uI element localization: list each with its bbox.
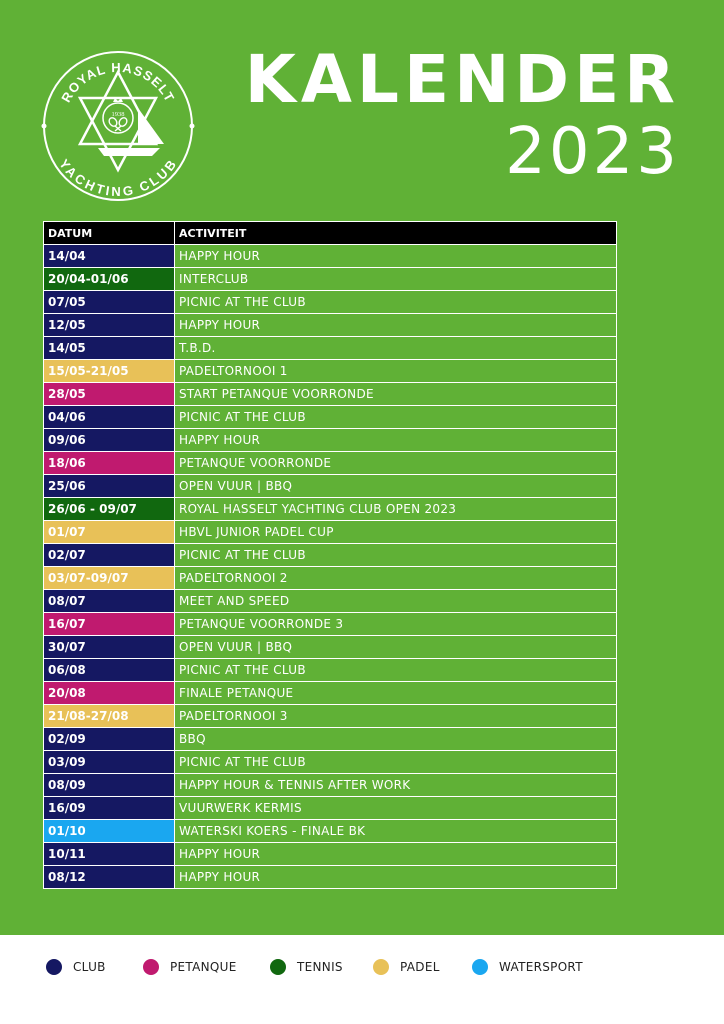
legend-item-padel [373,958,440,976]
row-activity: START PETANQUE VOORRONDE [175,383,617,406]
legend-label: PETANQUE [170,960,237,974]
table-row [44,843,617,866]
page-title: KALENDER [244,41,680,118]
table-row [44,751,617,774]
row-date-club: 14/05 [44,337,175,360]
calendar-table [43,221,617,889]
row-activity: PADELTORNOOI 3 [175,705,617,728]
row-date-petanque: 18/06 [44,452,175,475]
row-activity: VUURWERK KERMIS [175,797,617,820]
row-date-club: 30/07 [44,636,175,659]
row-activity: HAPPY HOUR [175,429,617,452]
table-row [44,567,617,590]
row-date-tennis: 26/06 - 09/07 [44,498,175,521]
row-date-club: 25/06 [44,475,175,498]
legend-item-club [46,958,106,976]
row-activity: HAPPY HOUR [175,245,617,268]
row-date-club: 10/11 [44,843,175,866]
row-activity: PICNIC AT THE CLUB [175,751,617,774]
row-activity: OPEN VUUR | BBQ [175,475,617,498]
legend-dot-icon [472,959,488,975]
column-header-date: DATUM [44,222,175,245]
table-row [44,659,617,682]
table-row [44,774,617,797]
row-activity: WATERSKI KOERS - FINALE BK [175,820,617,843]
table-row [44,544,617,567]
legend-dot-icon [373,959,389,975]
table-row [44,866,617,889]
column-header-activity: ACTIVITEIT [175,222,617,245]
row-date-club: 08/12 [44,866,175,889]
row-activity: OPEN VUUR | BBQ [175,636,617,659]
row-activity: ROYAL HASSELT YACHTING CLUB OPEN 2023 [175,498,617,521]
row-activity: T.B.D. [175,337,617,360]
table-row [44,820,617,843]
row-activity: PETANQUE VOORRONDE 3 [175,613,617,636]
table-row [44,452,617,475]
row-activity: HAPPY HOUR [175,866,617,889]
table-row [44,360,617,383]
table-row [44,475,617,498]
row-activity: PICNIC AT THE CLUB [175,544,617,567]
calendar-body [44,245,617,889]
crossed-rackets-icon [108,116,129,131]
row-date-club: 04/06 [44,406,175,429]
table-row [44,337,617,360]
row-activity: PETANQUE VOORRONDE [175,452,617,475]
table-row [44,613,617,636]
legend-item-tennis [270,958,343,976]
row-date-petanque: 20/08 [44,682,175,705]
legend-label: PADEL [400,960,440,974]
row-date-club: 06/08 [44,659,175,682]
legend-label: TENNIS [297,960,343,974]
row-activity: PICNIC AT THE CLUB [175,659,617,682]
boat-hull-icon [98,148,160,156]
row-activity: BBQ [175,728,617,751]
row-activity: PICNIC AT THE CLUB [175,406,617,429]
row-date-club: 02/07 [44,544,175,567]
row-date-tennis: 20/04-01/06 [44,268,175,291]
table-row [44,406,617,429]
table-row [44,705,617,728]
row-date-club: 14/04 [44,245,175,268]
sail-icon [138,108,164,144]
row-date-petanque: 16/07 [44,613,175,636]
table-row [44,314,617,337]
row-date-petanque: 28/05 [44,383,175,406]
logo-top-text: ROYAL HASSELT [58,59,178,105]
row-date-padel: 15/05-21/05 [44,360,175,383]
row-date-padel: 21/08-27/08 [44,705,175,728]
legend-label: WATERSPORT [499,960,583,974]
legend-item-watersport [472,958,583,976]
row-date-club: 08/09 [44,774,175,797]
row-date-padel: 01/07 [44,521,175,544]
row-activity: PADELTORNOOI 1 [175,360,617,383]
row-date-club: 07/05 [44,291,175,314]
legend-dot-icon [270,959,286,975]
row-activity: HAPPY HOUR [175,314,617,337]
row-date-club: 12/05 [44,314,175,337]
row-activity: PADELTORNOOI 2 [175,567,617,590]
row-activity: HAPPY HOUR [175,843,617,866]
table-row [44,429,617,452]
table-row [44,521,617,544]
legend-dot-icon [143,959,159,975]
legend-label: CLUB [73,960,106,974]
row-date-padel: 03/07-09/07 [44,567,175,590]
row-activity: HAPPY HOUR & TENNIS AFTER WORK [175,774,617,797]
row-date-club: 03/09 [44,751,175,774]
row-date-club: 02/09 [44,728,175,751]
legend-item-petanque [143,958,237,976]
row-activity: MEET AND SPEED [175,590,617,613]
row-date-club: 16/09 [44,797,175,820]
logo-year: 1938 [111,111,125,118]
table-row [44,291,617,314]
category-legend [0,952,724,982]
club-logo [40,48,196,204]
svg-text:YACHTING CLUB [57,156,180,199]
table-row [44,728,617,751]
row-activity: INTERCLUB [175,268,617,291]
table-row [44,383,617,406]
page-year: 2023 [505,115,680,189]
table-row [44,636,617,659]
table-row [44,797,617,820]
legend-dot-icon [46,959,62,975]
table-row [44,682,617,705]
row-date-club: 09/06 [44,429,175,452]
row-activity: FINALE PETANQUE [175,682,617,705]
row-date-club: 08/07 [44,590,175,613]
table-row [44,245,617,268]
row-date-watersport: 01/10 [44,820,175,843]
row-activity: HBVL JUNIOR PADEL CUP [175,521,617,544]
logo-bottom-text: YACHTING CLUB [56,156,180,199]
table-row [44,268,617,291]
table-row [44,590,617,613]
row-activity: PICNIC AT THE CLUB [175,291,617,314]
table-header-row [44,222,617,245]
table-row [44,498,617,521]
